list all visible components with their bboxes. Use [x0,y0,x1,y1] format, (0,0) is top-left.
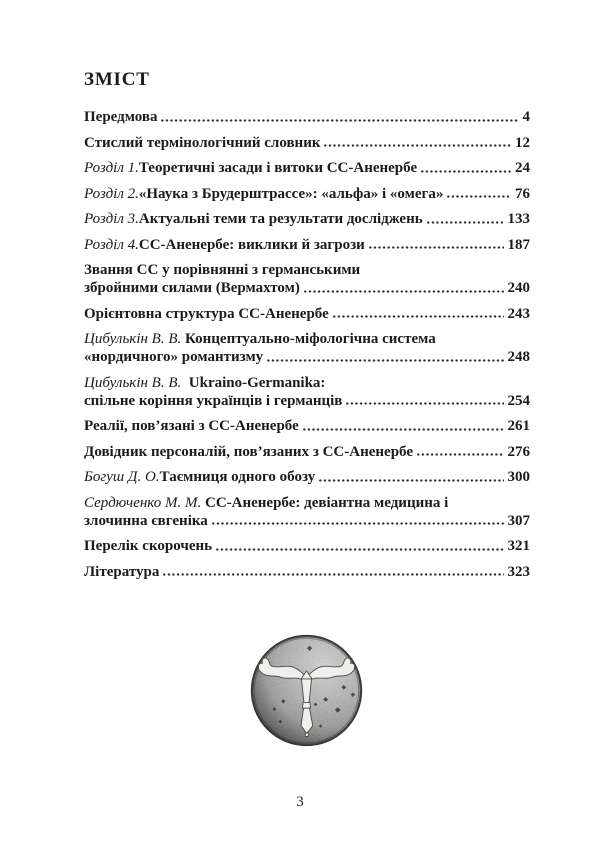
dot-leader [332,315,504,318]
toc-entry-title: СС-Аненербе: девіантна медицина і [204,494,449,511]
irminsul-coin-icon [248,632,365,749]
dot-leader [368,246,504,249]
toc-entry-line [84,443,530,461]
toc-entry-title: Актуальні теми та результати досліджень [138,211,423,227]
toc-entry [84,159,530,177]
dot-leader [345,402,503,405]
toc-entry [84,563,530,581]
toc-entry-line2 [84,348,530,366]
dot-leader [323,144,511,147]
toc-entry-line [84,108,530,126]
toc-entry-title-wrap: «нордичного» романтизму [84,349,264,365]
toc-entry-title: Передмова [84,109,158,125]
toc-entry-line1 [84,374,530,392]
toc-entry-page: 76 [515,185,530,202]
toc-entry-page: 323 [507,563,530,580]
dot-leader [211,522,504,525]
toc-list [84,108,530,588]
toc-entry [84,494,530,530]
toc-entry-line [84,185,530,203]
toc-entry-line [84,134,530,152]
toc-entry [84,261,530,297]
toc-entry-line1 [84,494,530,512]
toc-entry [84,537,530,555]
toc-entry-line [84,159,530,177]
toc-entry-line [84,468,530,486]
toc-entry-page: 12 [515,134,530,151]
toc-entry-lead-italic: Розділ 3. [84,211,139,227]
toc-entry-page: 321 [507,538,530,554]
dot-leader [302,428,504,431]
toc-entry-line2 [84,392,530,410]
toc-entry-title: Таємниця одного обозу [159,469,316,485]
toc-entry [84,134,530,152]
dot-leader [160,119,518,122]
toc-entry-title: Перелік скорочень [84,538,213,554]
toc-entry-title-wrap: спільне коріння українців і германців [84,392,343,409]
toc-entry-page: 187 [507,236,530,253]
toc-entry-line1 [84,261,530,279]
toc-entry-title: Ukraino-Germanika: [185,374,326,391]
toc-entry-title: Довідник персоналій, пов’язаних з СС-Аненербе [84,443,413,460]
toc-entry-lead-italic: Розділ 4. [84,236,139,253]
toc-entry-lead-italic: Богуш Д. О. [84,469,160,485]
dot-leader [318,479,503,482]
toc-entry-title: Теоретичні засади і витоки СС-Аненербе [138,160,418,176]
toc-entry-title: Звання СС у порівнянні з германськими [84,262,361,278]
toc-entry-line2 [84,512,530,530]
toc-entry [84,305,530,323]
toc-entry-title: Література [84,563,160,580]
toc-entry-line1 [84,330,530,348]
toc-entry-line [84,537,530,555]
toc-entry-page: 4 [522,109,530,125]
toc-entry [84,330,530,366]
toc-entry-page: 240 [507,280,530,296]
toc-entry-title-wrap: злочинна євгеніка [84,512,208,529]
toc-entry-page: 254 [507,392,530,409]
toc-entry-lead-italic: Сердюченко М. М. [84,494,202,511]
toc-entry-line [84,210,530,228]
dot-leader [416,453,504,456]
toc-entry-title: СС-Аненербе: виклики й загрози [138,236,365,253]
toc-entry [84,236,530,254]
toc-entry [84,185,530,203]
toc-entry [84,417,530,435]
dot-leader [303,290,504,293]
irminsul-medallion-image [248,632,365,749]
toc-entry-page: 24 [515,160,530,176]
toc-entry [84,108,530,126]
toc-entry-title: Реалії, пов’язані з СС-Аненербе [84,418,299,434]
toc-entry-line [84,236,530,254]
toc-entry-line2 [84,279,530,297]
toc-entry-line [84,563,530,581]
toc-entry-lead-italic: Цибулькін В. В. [84,374,182,391]
toc-entry [84,374,530,410]
toc-entry-page: 133 [507,211,530,227]
toc-entry-page: 307 [507,512,530,529]
toc-entry-title: «Наука з Брудерштрассе»: «альфа» і «омега» [138,185,444,202]
dot-leader [446,195,511,198]
toc-entry-page: 248 [507,349,530,365]
toc-entry [84,443,530,461]
toc-entry [84,468,530,486]
toc-entry-line [84,305,530,323]
toc-entry-line [84,417,530,435]
toc-entry-title: Орієнтовна структура СС-Аненербе [84,305,329,322]
dot-leader [215,548,503,551]
dot-leader [420,170,511,173]
toc-entry-lead-italic: Розділ 1. [84,160,139,176]
toc-entry-lead-italic: Цибулькін В. В. [84,331,182,347]
toc-entry-title: Концептуально-міфологічна система [185,331,436,347]
dot-leader [266,359,503,362]
toc-entry-page: 276 [507,443,530,460]
page-number: 3 [296,794,304,810]
toc-entry-page: 300 [507,469,530,485]
dot-leader [162,573,503,576]
toc-entry [84,210,530,228]
toc-entry-page: 261 [507,418,530,434]
toc-entry-title-wrap: збройними силами (Вермахтом) [84,280,300,296]
toc-entry-lead-italic: Розділ 2. [84,185,139,202]
page-title: ЗМІСТ [84,69,150,90]
dot-leader [426,221,504,224]
toc-entry-title: Стислий термінологічний словник [84,134,321,151]
toc-entry-page: 243 [507,305,530,322]
